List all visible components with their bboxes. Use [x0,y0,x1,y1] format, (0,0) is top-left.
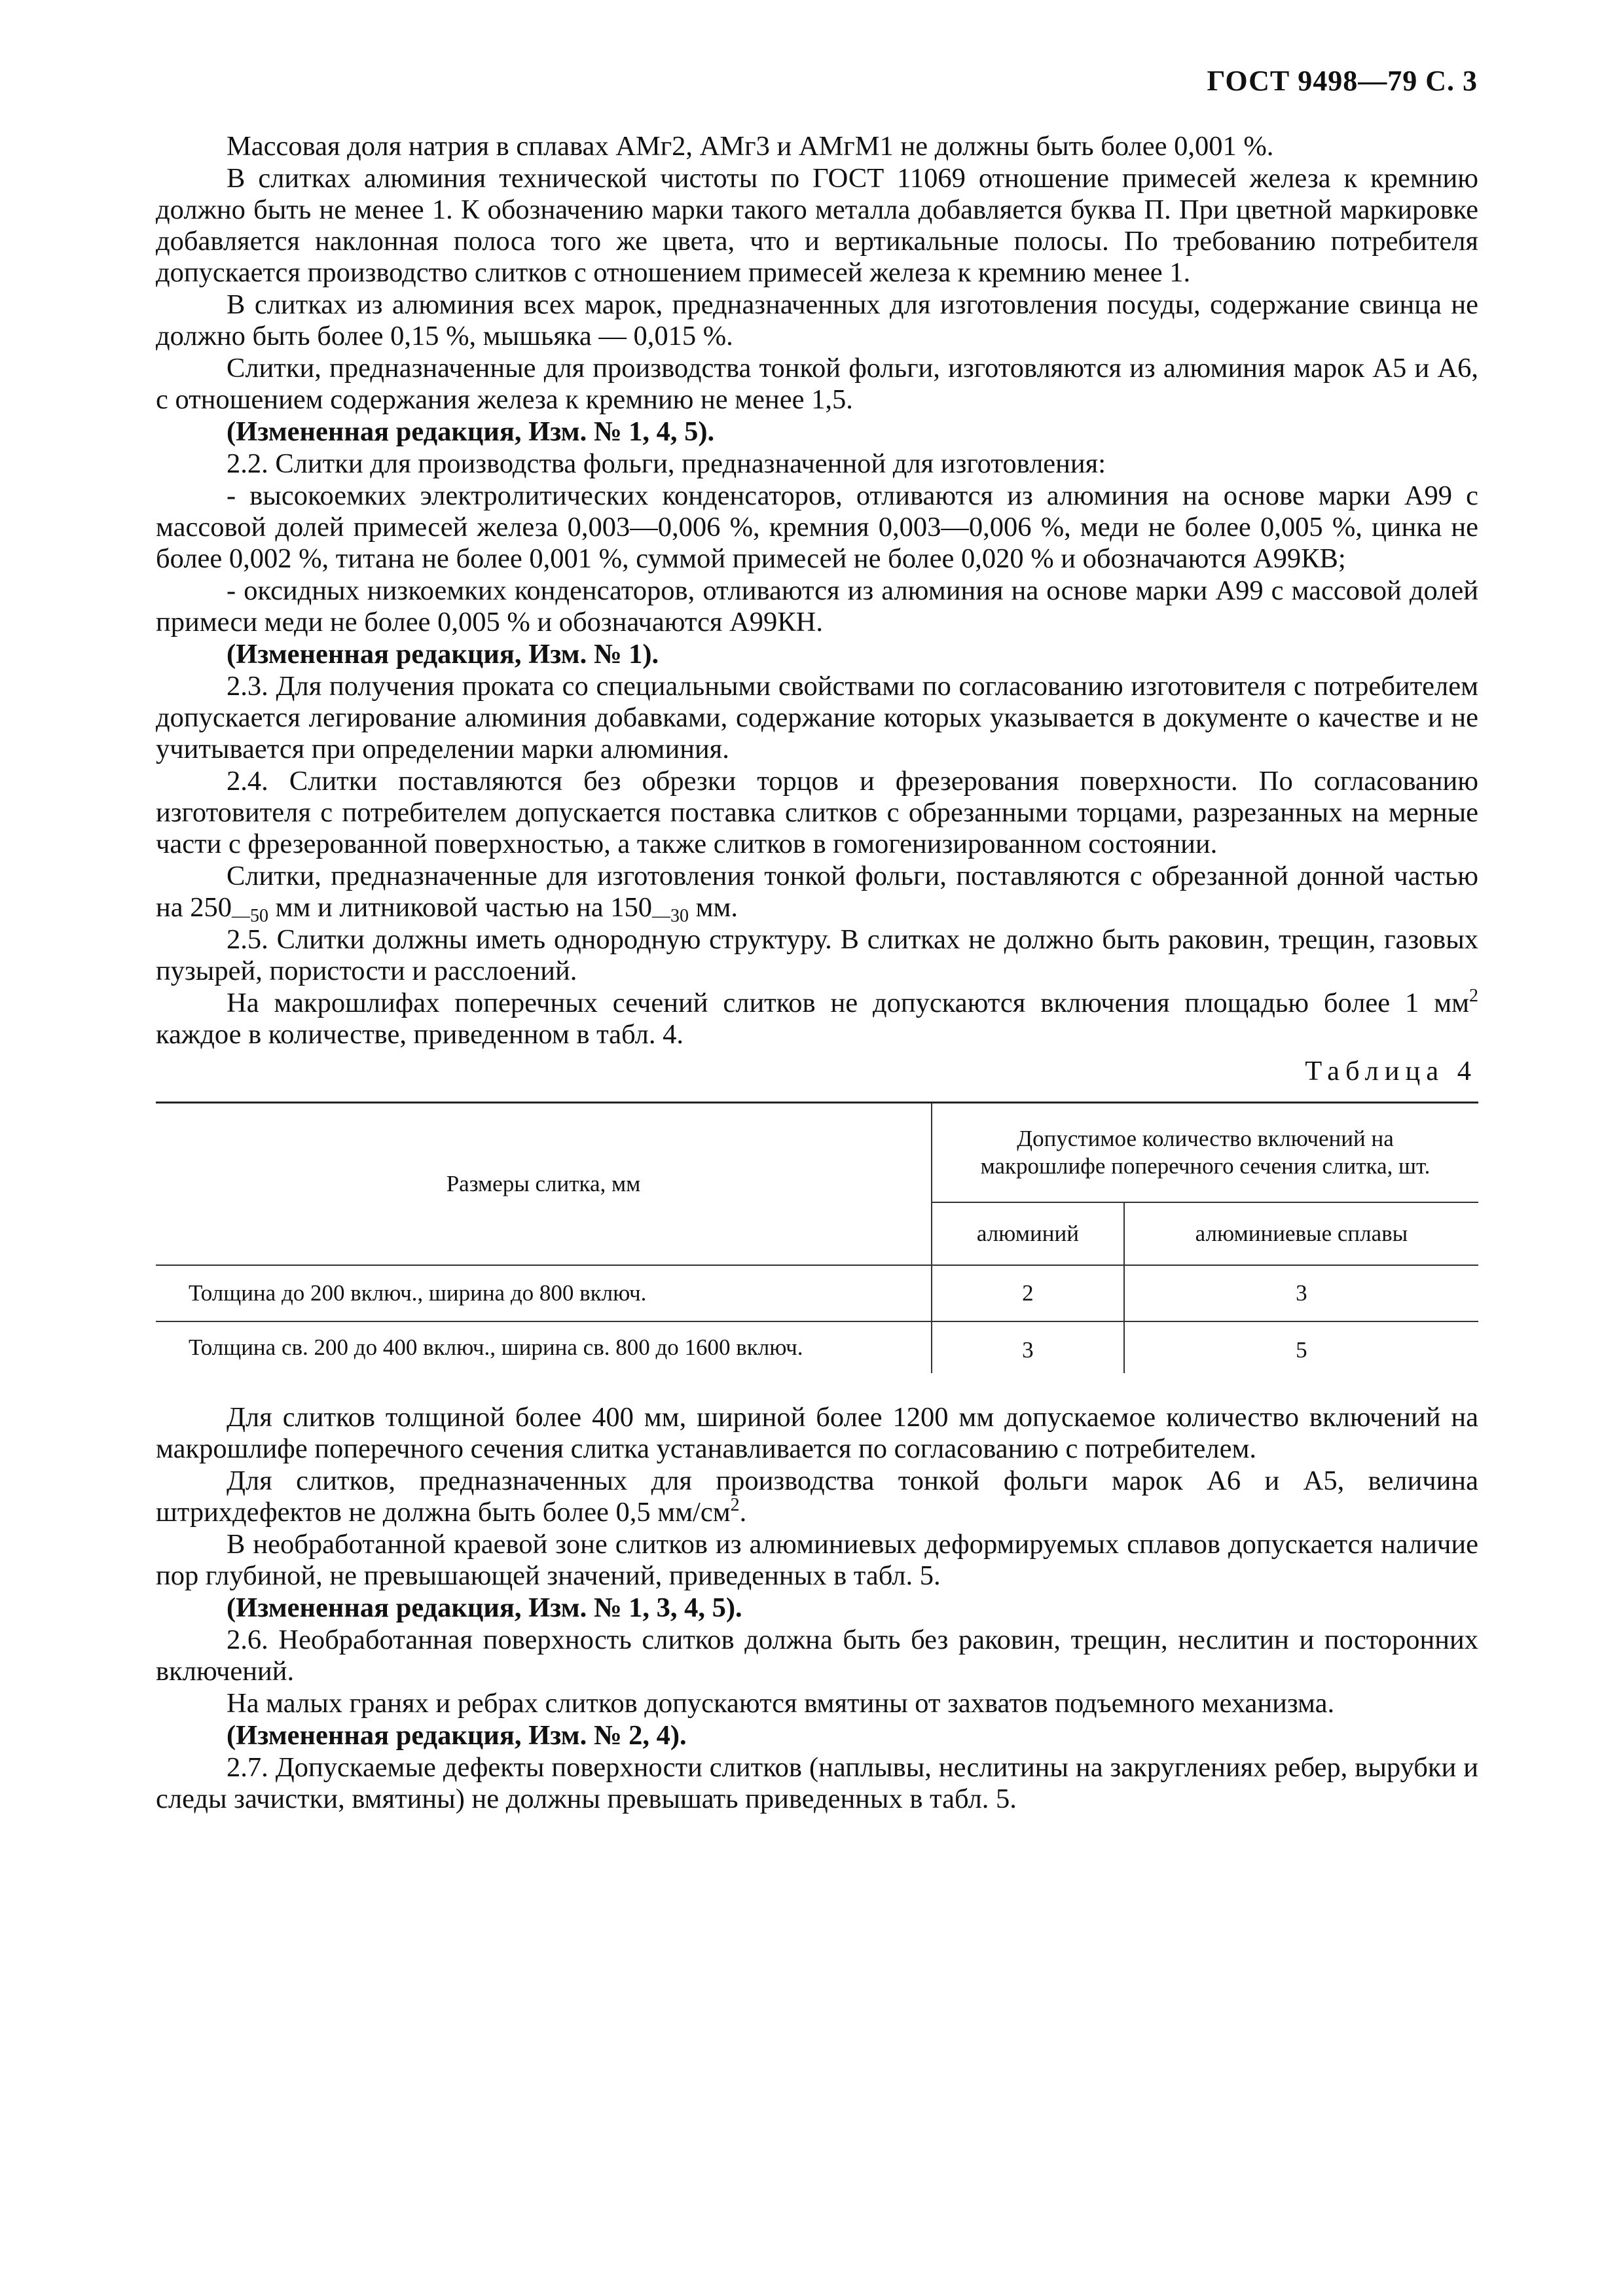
section-2-4: 2.4. Слитки поставляются без обрезки торцов и фрезерования поверхности. По согласованию изготовителя с потребителем допускается поставка слитков с обрезанными торцами, разрезанных на мерные части с фрезерованной поверхностью, а также слитков в гомогенизированном состоянии. [156,766,1478,859]
para-dishware: В слитках из алюминия всех марок, предназначенных для изготовления посуды, содержание свинца не должно быть более 0,15 %, мышьяка — 0,015 %. [156,289,1478,351]
header-aluminium-alloys: алюминиевые сплавы [1124,1202,1478,1265]
cell-alloys: 3 [1124,1265,1478,1321]
header-aluminium: алюминий [932,1202,1124,1265]
header-allowed-inclusions: Допустимое количество включений на макрошлифе поперечного сечения слитка, шт. [932,1103,1478,1203]
section-2-6: 2.6. Необработанная поверхность слитков должна быть без раковин, трещин, неслитин и посторонних включений. [156,1624,1478,1687]
table-header-row [156,1103,1478,1203]
cell-alloys: 5 [1124,1321,1478,1373]
amendment-note: (Измененная редакция, Изм. № 1). [227,639,659,670]
section-2-7: 2.7. Допускаемые дефекты поверхности слитков (наплывы, неслитины на закруглениях ребер, вырубки и следы зачистки, вмятины) не должны превышать приведенных в табл. 5. [156,1752,1478,1814]
amendment-note: (Измененная редакция, Изм. № 1, 4, 5). [227,416,715,447]
superscript-2: 2 [730,1495,740,1515]
tolerance-subscript: —30 [651,906,689,926]
para-high-capacity: - высокоемких электролитических конденсаторов, отливаются из алюминия на основе марки А99 с массовой долей примесей железа 0,003—0,006 %, кремния 0,003—0,006 %, меди не более 0,005 %, цинка не более 0,002 %, титана не более 0,001 %, суммой примесей не более 0,020 % и обозначаются А99КВ; [156,480,1478,574]
para-sodium: Массовая доля натрия в сплавах АМг2, АМг3 и АМгМ1 не должны быть более 0,001 %. [227,131,1274,162]
row-size-label: Толщина св. 200 до 400 включ., ширина св. 800 до 1600 включ. [156,1321,932,1373]
document-body [156,131,1478,1815]
row-size-label: Толщина до 200 включ., ширина до 800 включ. [156,1265,932,1321]
superscript-2: 2 [1469,986,1478,1006]
para-foil-trim: Слитки, предназначенные для изготовления тонкой фольги, поставляются с обрезанной донной частью на $250_{—50}$ мм и литниковой частью на $150_{—30}$ мм. [156,861,1478,926]
para-technical-purity: В слитках алюминия технической чистоты по ГОСТ 11069 отношение примесей железа к кремнию должно быть не менее 1. К обозначению марки такого металла добавляется буква П. При цветной маркировке добавляется наклонная полоса того же цвета, что и вертикальные полосы. По требованию потребителя допускается производство слитков с отношением примесей железа к кремнию менее 1. [156,163,1478,288]
amendment-note: (Измененная редакция, Изм. № 1, 3, 4, 5). [227,1592,742,1623]
para-low-capacity: - оксидных низкоемких конденсаторов, отливаются из алюминия на основе марки А99 с массовой долей примеси меди не более 0,005 % и обозначаются А99КН. [156,575,1478,637]
table-row [156,1321,1478,1373]
amendment-note: (Измененная редакция, Изм. № 2, 4). [227,1720,687,1751]
para-stroke-defects: Для слитков, предназначенных для производства тонкой фольги марок А6 и А5, величина штрихдефектов не должна быть более 0,5 $мм/см^2$. [156,1465,1478,1528]
table-4 [156,1102,1478,1373]
para-edge-pores: В необработанной краевой зоне слитков из алюминиевых деформируемых сплавов допускается наличие пор глубиной, не превышающей значений, приведенных в табл. 5. [156,1529,1478,1591]
para-macro-inclusions: На макрошлифах поперечных сечений слитков не допускаются включения площадью более 1 $мм^2$ каждое в количестве, приведенном в табл. 4. [156,986,1478,1050]
table-row [156,1265,1478,1321]
section-2-2: 2.2. Слитки для производства фольги, предназначенной для изготовления: [227,448,1106,479]
page-header: ГОСТ 9498—79 С. 3 [1207,65,1478,97]
tolerance-subscript: —50 [231,906,268,926]
para-large-ingots: Для слитков толщиной более 400 мм, шириной более 1200 мм допускаемое количество включений на макрошлифе поперечного сечения слитка устанавливается по согласованию с потребителем. [156,1402,1478,1464]
para-thin-foil: Слитки, предназначенные для производства тонкой фольги, изготовляются из алюминия марок А5 и А6, с отношением содержания железа к кремнию не менее 1,5. [156,353,1478,415]
section-2-5: 2.5. Слитки должны иметь однородную структуру. В слитках не должно быть раковин, трещин, газовых пузырей, пористости и расслоений. [156,924,1478,986]
table-caption: Таблица 4 [1305,1056,1477,1086]
header-ingot-size: Размеры слитка, мм [156,1103,932,1266]
section-2-3: 2.3. Для получения проката со специальными свойствами по согласованию изготовителя с потребителем допускается легирование алюминия добавками, содержание которых указывается в документе о качестве и не учитывается при определении марки алюминия. [156,671,1478,764]
cell-aluminium: 2 [932,1265,1124,1321]
cell-aluminium: 3 [932,1321,1124,1373]
para-dents: На малых гранях и ребрах слитков допускаются вмятины от захватов подъемного механизма. [227,1688,1335,1719]
